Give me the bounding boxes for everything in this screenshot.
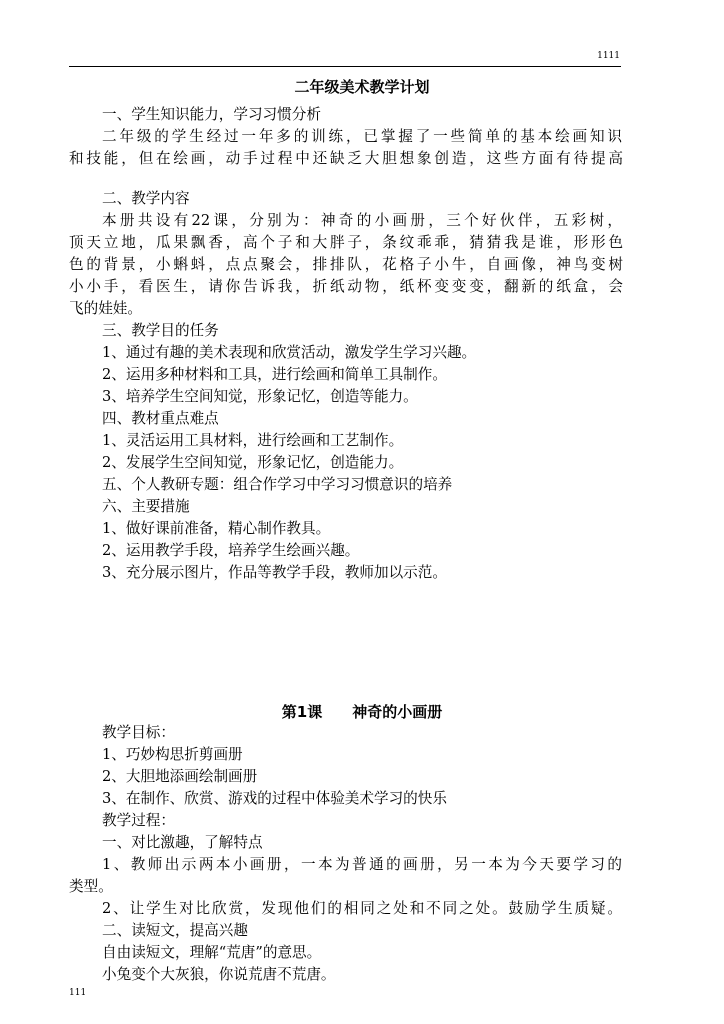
lesson-process-heading: 教学过程： bbox=[102, 812, 175, 829]
section-3-heading: 三、教学目的任务 bbox=[102, 322, 219, 339]
lesson-name: 神奇的小画册 bbox=[352, 703, 443, 721]
lesson-goal-1: 1、巧妙构思折剪画册 bbox=[102, 746, 243, 763]
lesson-step-2-line-2: 小兔变个大灰狼，你说荒唐不荒唐。 bbox=[102, 966, 336, 983]
section-1-heading: 一、学生知识能力，学习习惯分析 bbox=[102, 106, 321, 123]
section-4-heading: 四、教材重点难点 bbox=[102, 410, 219, 427]
header-rule bbox=[69, 66, 621, 67]
lesson-title bbox=[0, 701, 724, 722]
section-6-heading: 六、主要措施 bbox=[102, 498, 190, 515]
section-1-line-2: 和技能，但在绘画，动手过程中还缺乏大胆想象创造，这些方面有待提高 bbox=[69, 150, 623, 167]
section-2-line-4: 小小手，看医生，请你告诉我，折纸动物，纸杯变变变，翻新的纸盒，会 bbox=[69, 278, 623, 295]
section-3-item-3: 3、培养学生空间知觉，形象记忆，创造等能力。 bbox=[102, 388, 418, 405]
section-3-item-2: 2、运用多种材料和工具，进行绘画和简单工具制作。 bbox=[102, 366, 447, 383]
section-2-line-1: 本册共设有22课，分别为：神奇的小画册，三个好伙伴，五彩树， bbox=[102, 212, 622, 229]
section-6-item-2: 2、运用教学手段，培养学生绘画兴趣。 bbox=[102, 542, 360, 559]
section-4-item-2: 2、发展学生空间知觉，形象记忆，创造能力。 bbox=[102, 454, 404, 471]
lesson-step-2-line-1: 自由读短文，理解“荒唐”的意思。 bbox=[102, 944, 322, 961]
footer-page-number: 111 bbox=[69, 988, 87, 998]
section-6-item-3: 3、充分展示图片，作品等教学手段，教师加以示范。 bbox=[102, 564, 447, 581]
lesson-goal-3: 3、在制作、欣赏、游戏的过程中体验美术学习的快乐 bbox=[102, 790, 447, 807]
lesson-goal-2: 2、大胆地添画绘制画册 bbox=[102, 768, 258, 785]
section-6-item-1: 1、做好课前准备，精心制作教具。 bbox=[102, 520, 331, 537]
section-2-line-3: 色的背景，小蝌蚪，点点聚会，排排队，花格子小牛，自画像，神鸟变树 bbox=[69, 256, 623, 273]
section-2-line-2: 顶天立地，瓜果飘香，高个子和大胖子，条纹乖乖，猜猜我是谁，形形色 bbox=[69, 234, 623, 251]
lesson-goals-heading: 教学目标： bbox=[102, 724, 175, 741]
section-2-heading: 二、教学内容 bbox=[102, 190, 190, 207]
section-2-line-5: 飞的娃娃。 bbox=[69, 300, 142, 317]
lesson-step-1-line-2: 类型。 bbox=[69, 878, 113, 895]
lesson-step-1-line-1: 1、教师出示两本小画册，一本为普通的画册，另一本为今天要学习的 bbox=[102, 856, 622, 873]
lesson-number: 第1课 bbox=[281, 703, 323, 721]
header-page-number: 1111 bbox=[597, 51, 620, 61]
lesson-step-1-line-3: 2、让学生对比欣赏，发现他们的相同之处和不同之处。鼓励学生质疑。 bbox=[102, 900, 622, 917]
section-5-heading: 五、个人教研专题：组合作学习中学习习惯意识的培养 bbox=[102, 476, 453, 493]
section-3-item-1: 1、通过有趣的美术表现和欣赏活动，激发学生学习兴趣。 bbox=[102, 344, 477, 361]
lesson-step-2-heading: 二、读短文，提高兴趣 bbox=[102, 922, 248, 939]
section-1-line-1: 二年级的学生经过一年多的训练，已掌握了一些简单的基本绘画知识 bbox=[102, 128, 622, 145]
section-4-item-1: 1、灵活运用工具材料，进行绘画和工艺制作。 bbox=[102, 432, 404, 449]
lesson-step-1-heading: 一、对比激趣，了解特点 bbox=[102, 834, 263, 851]
document-title: 二年级美术教学计划 bbox=[294, 78, 430, 96]
